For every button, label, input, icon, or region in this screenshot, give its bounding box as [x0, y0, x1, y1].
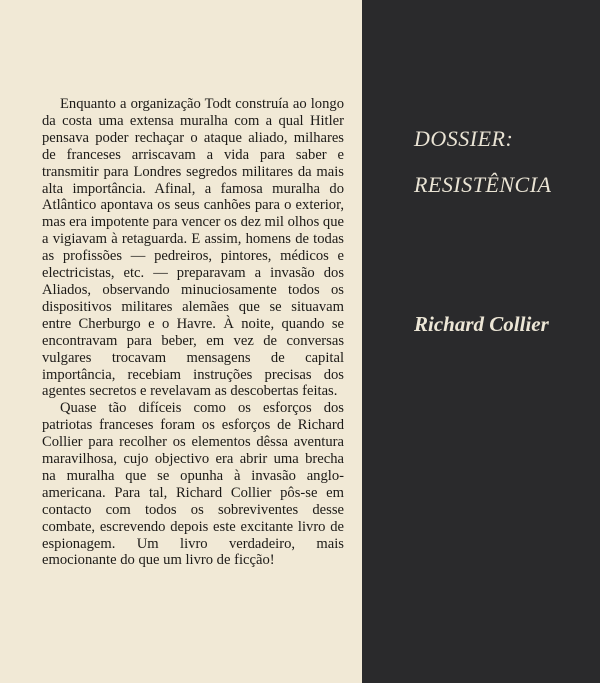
- author-name: Richard Collier: [414, 312, 549, 336]
- series-title: [414, 116, 594, 208]
- blurb-paragraph-2: Quase tão difíceis como os esforços dos patriotas franceses foram os esforços de Richard Collier para recolher os elementos dêssa aventura maravilhosa, cujo objectivo era abrir uma brecha na muralha que se opunha à invasão anglo-americana. Para tal, Richard Collier pôs-se em contacto com todos os sobreviventes desse combate, escrevendo depois este excitante livro de espionagem. Um livro verdadeiro, mais emocionante do que um livro de ficção!: [42, 400, 344, 569]
- series-title-line-2: RESISTÊNCIA: [414, 172, 552, 197]
- blurb-paragraph-1: Enquanto a organização Todt construía ao longo da costa uma extensa muralha com a qual Hitler pensava poder rechaçar o ataque aliado, milhares de franceses arriscavam a vida para saber e transmitir para Londres segredos militares da mais alta importância. Afinal, a famosa muralha do Atlântico apontava os seus canhões para o exterior, mas era impotente para vencer os dez mil olhos que a vigiavam à retaguarda. E assim, homens de todas as profissões — pedreiros, pintores, médicos e electricistas, etc. — preparavam a invasão dos Aliados, observando minuciosamente todos os dispositivos militares alemães que se situavam entre Cherburgo e o Havre. À noite, quando se encontravam para beber, em vez de conversas vulgares trocavam mensagens de capital importância, recebiam instruções precisas dos agentes secretos e revelavam as descobertas feitas.: [42, 96, 344, 400]
- book-blurb: [42, 96, 344, 569]
- series-title-line-1: DOSSIER:: [414, 126, 514, 151]
- cover-panel: [362, 0, 600, 683]
